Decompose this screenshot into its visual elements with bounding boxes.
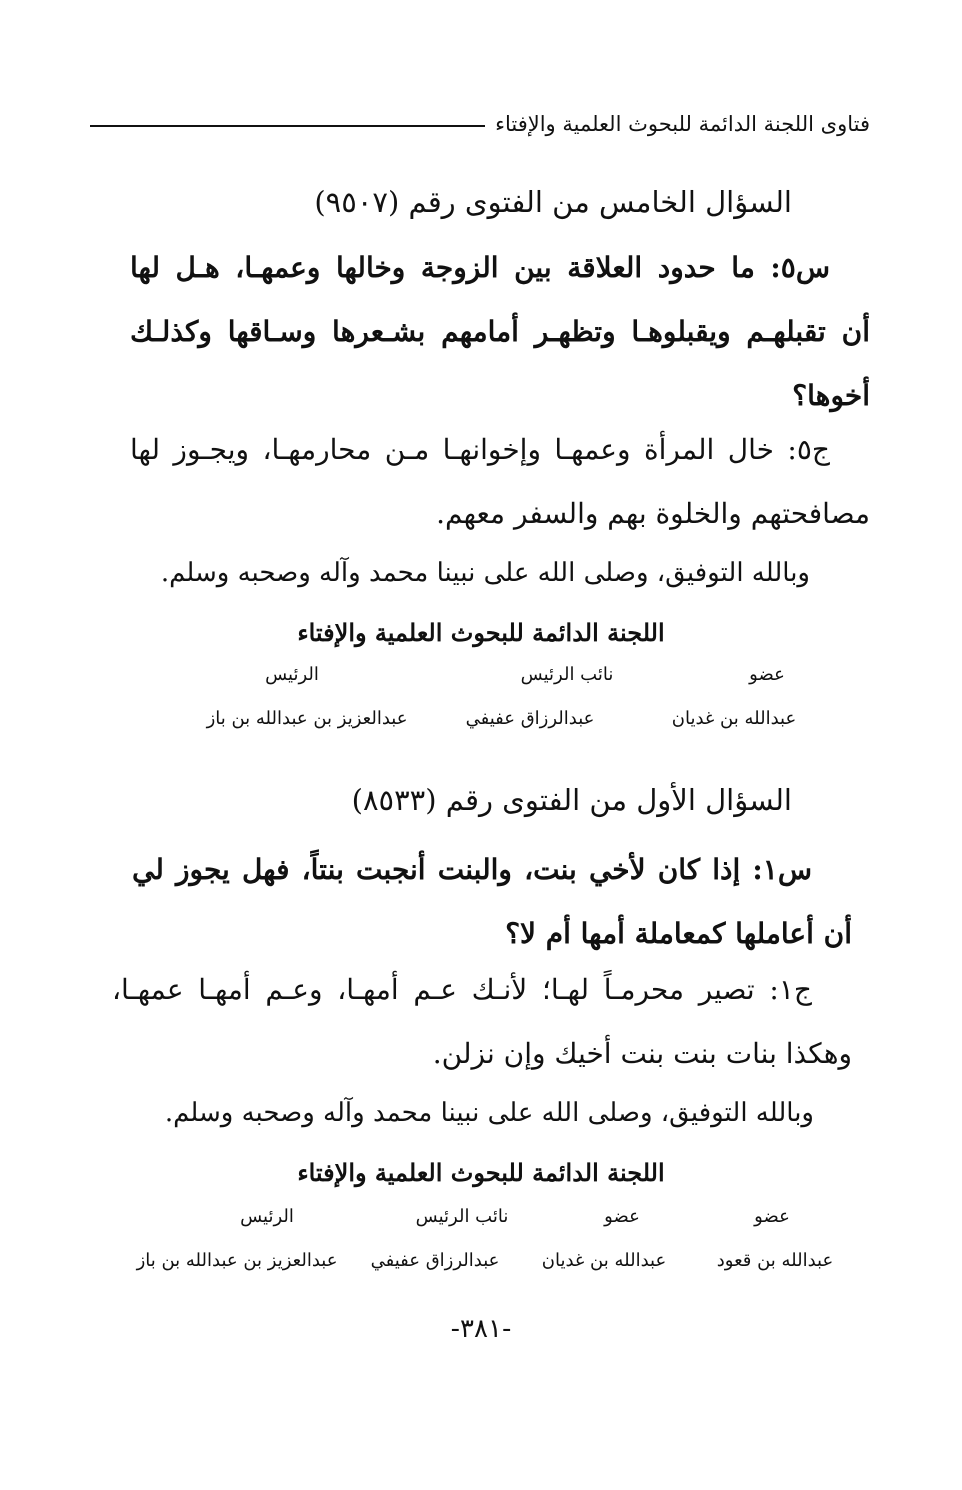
committee-title: اللجنة الدائمة للبحوث العلمية والإفتاء	[297, 1158, 665, 1187]
committee-name	[0, 1148, 962, 1198]
page-number: -٣٨١-	[450, 1314, 512, 1344]
answer-line: وهكذا بنات بنت بنت أخيك وإن نزلن.	[432, 1037, 852, 1070]
committee-name	[0, 608, 962, 658]
running-header	[90, 104, 870, 144]
answer-line: مصافحتهم والخلوة بهم والسفر معهم.	[436, 497, 870, 530]
signatory-role: نائب الرئيس	[520, 664, 614, 685]
running-header-title: فتاوى اللجنة الدائمة للبحوث العلمية والإفتاء	[495, 112, 870, 136]
signatory-role: عضو	[749, 664, 785, 685]
signatories-roles	[192, 1206, 852, 1227]
answer-line: ج١: تصير محرمـاً لهـا؛ لأنـك عـم أمهـا، وعـم أمهـا عمهـا،	[112, 973, 812, 1006]
signatory-role: الرئيس	[240, 1206, 294, 1227]
question-line: س١: إذا كان لأخي بنت، والبنت أنجبت بنتاً، فهل يجوز لي	[132, 853, 812, 886]
signatory-name: عبدالرزاق عفيفي	[465, 708, 595, 729]
question-text	[132, 838, 852, 966]
signatory-name: عبدالعزيز بن عبدالله بن باز	[206, 708, 408, 729]
signatory-name: عبدالله بن قعود	[716, 1250, 834, 1271]
fatwa-9507-section	[112, 172, 852, 232]
fatwa-8533-section	[112, 770, 852, 830]
question-line: س٥: ما حدود العلاقة بين الزوجة وخالها وعمهـا، هـل لها	[130, 251, 830, 284]
signatory-role: نائب الرئيس	[415, 1206, 509, 1227]
signatory-name: عبدالعزيز بن عبدالله بن باز	[136, 1250, 338, 1271]
question-heading: السؤال الخامس من الفتوى رقم (٩٥٠٧)	[314, 185, 792, 219]
signatory-name: عبدالرزاق عفيفي	[370, 1250, 500, 1271]
question-heading: السؤال الأول من الفتوى رقم (٨٥٣٣)	[351, 783, 792, 817]
question-line: أن أعاملها كمعاملة أمها أم لا؟	[505, 917, 852, 950]
answer-line: ج٥: خال المرأة وعمهـا وإخوانهـا مـن محارمهـا، ويجـوز لها	[130, 433, 830, 466]
signatory-name: عبدالله بن غديان	[671, 708, 797, 729]
signatories-names	[132, 1250, 850, 1271]
committee-title: اللجنة الدائمة للبحوث العلمية والإفتاء	[297, 618, 665, 647]
question-line: أخوها؟	[792, 379, 870, 412]
signatory-role: عضو	[604, 1206, 640, 1227]
answer-text	[112, 958, 852, 1086]
signatory-role: عضو	[754, 1206, 790, 1227]
question-line: أن تقبلهـم ويقبلوهـا وتظهـر أمامهم بشـعرها وسـاقها وكذلـك	[130, 315, 870, 348]
signatory-role: الرئيس	[265, 664, 319, 685]
signatories-names	[192, 708, 814, 729]
question-text	[130, 236, 870, 428]
header-rule	[90, 125, 485, 127]
closing-formula	[114, 1088, 814, 1138]
signatories-roles	[232, 664, 822, 685]
closing-text: وبالله التوفيق، وصلى الله على نبينا محمد وآله وصحبه وسلم.	[160, 558, 810, 588]
closing-formula	[110, 548, 810, 598]
signatory-name: عبدالله بن غديان	[541, 1250, 667, 1271]
closing-text: وبالله التوفيق، وصلى الله على نبينا محمد وآله وصحبه وسلم.	[164, 1098, 814, 1128]
answer-text	[130, 418, 870, 546]
